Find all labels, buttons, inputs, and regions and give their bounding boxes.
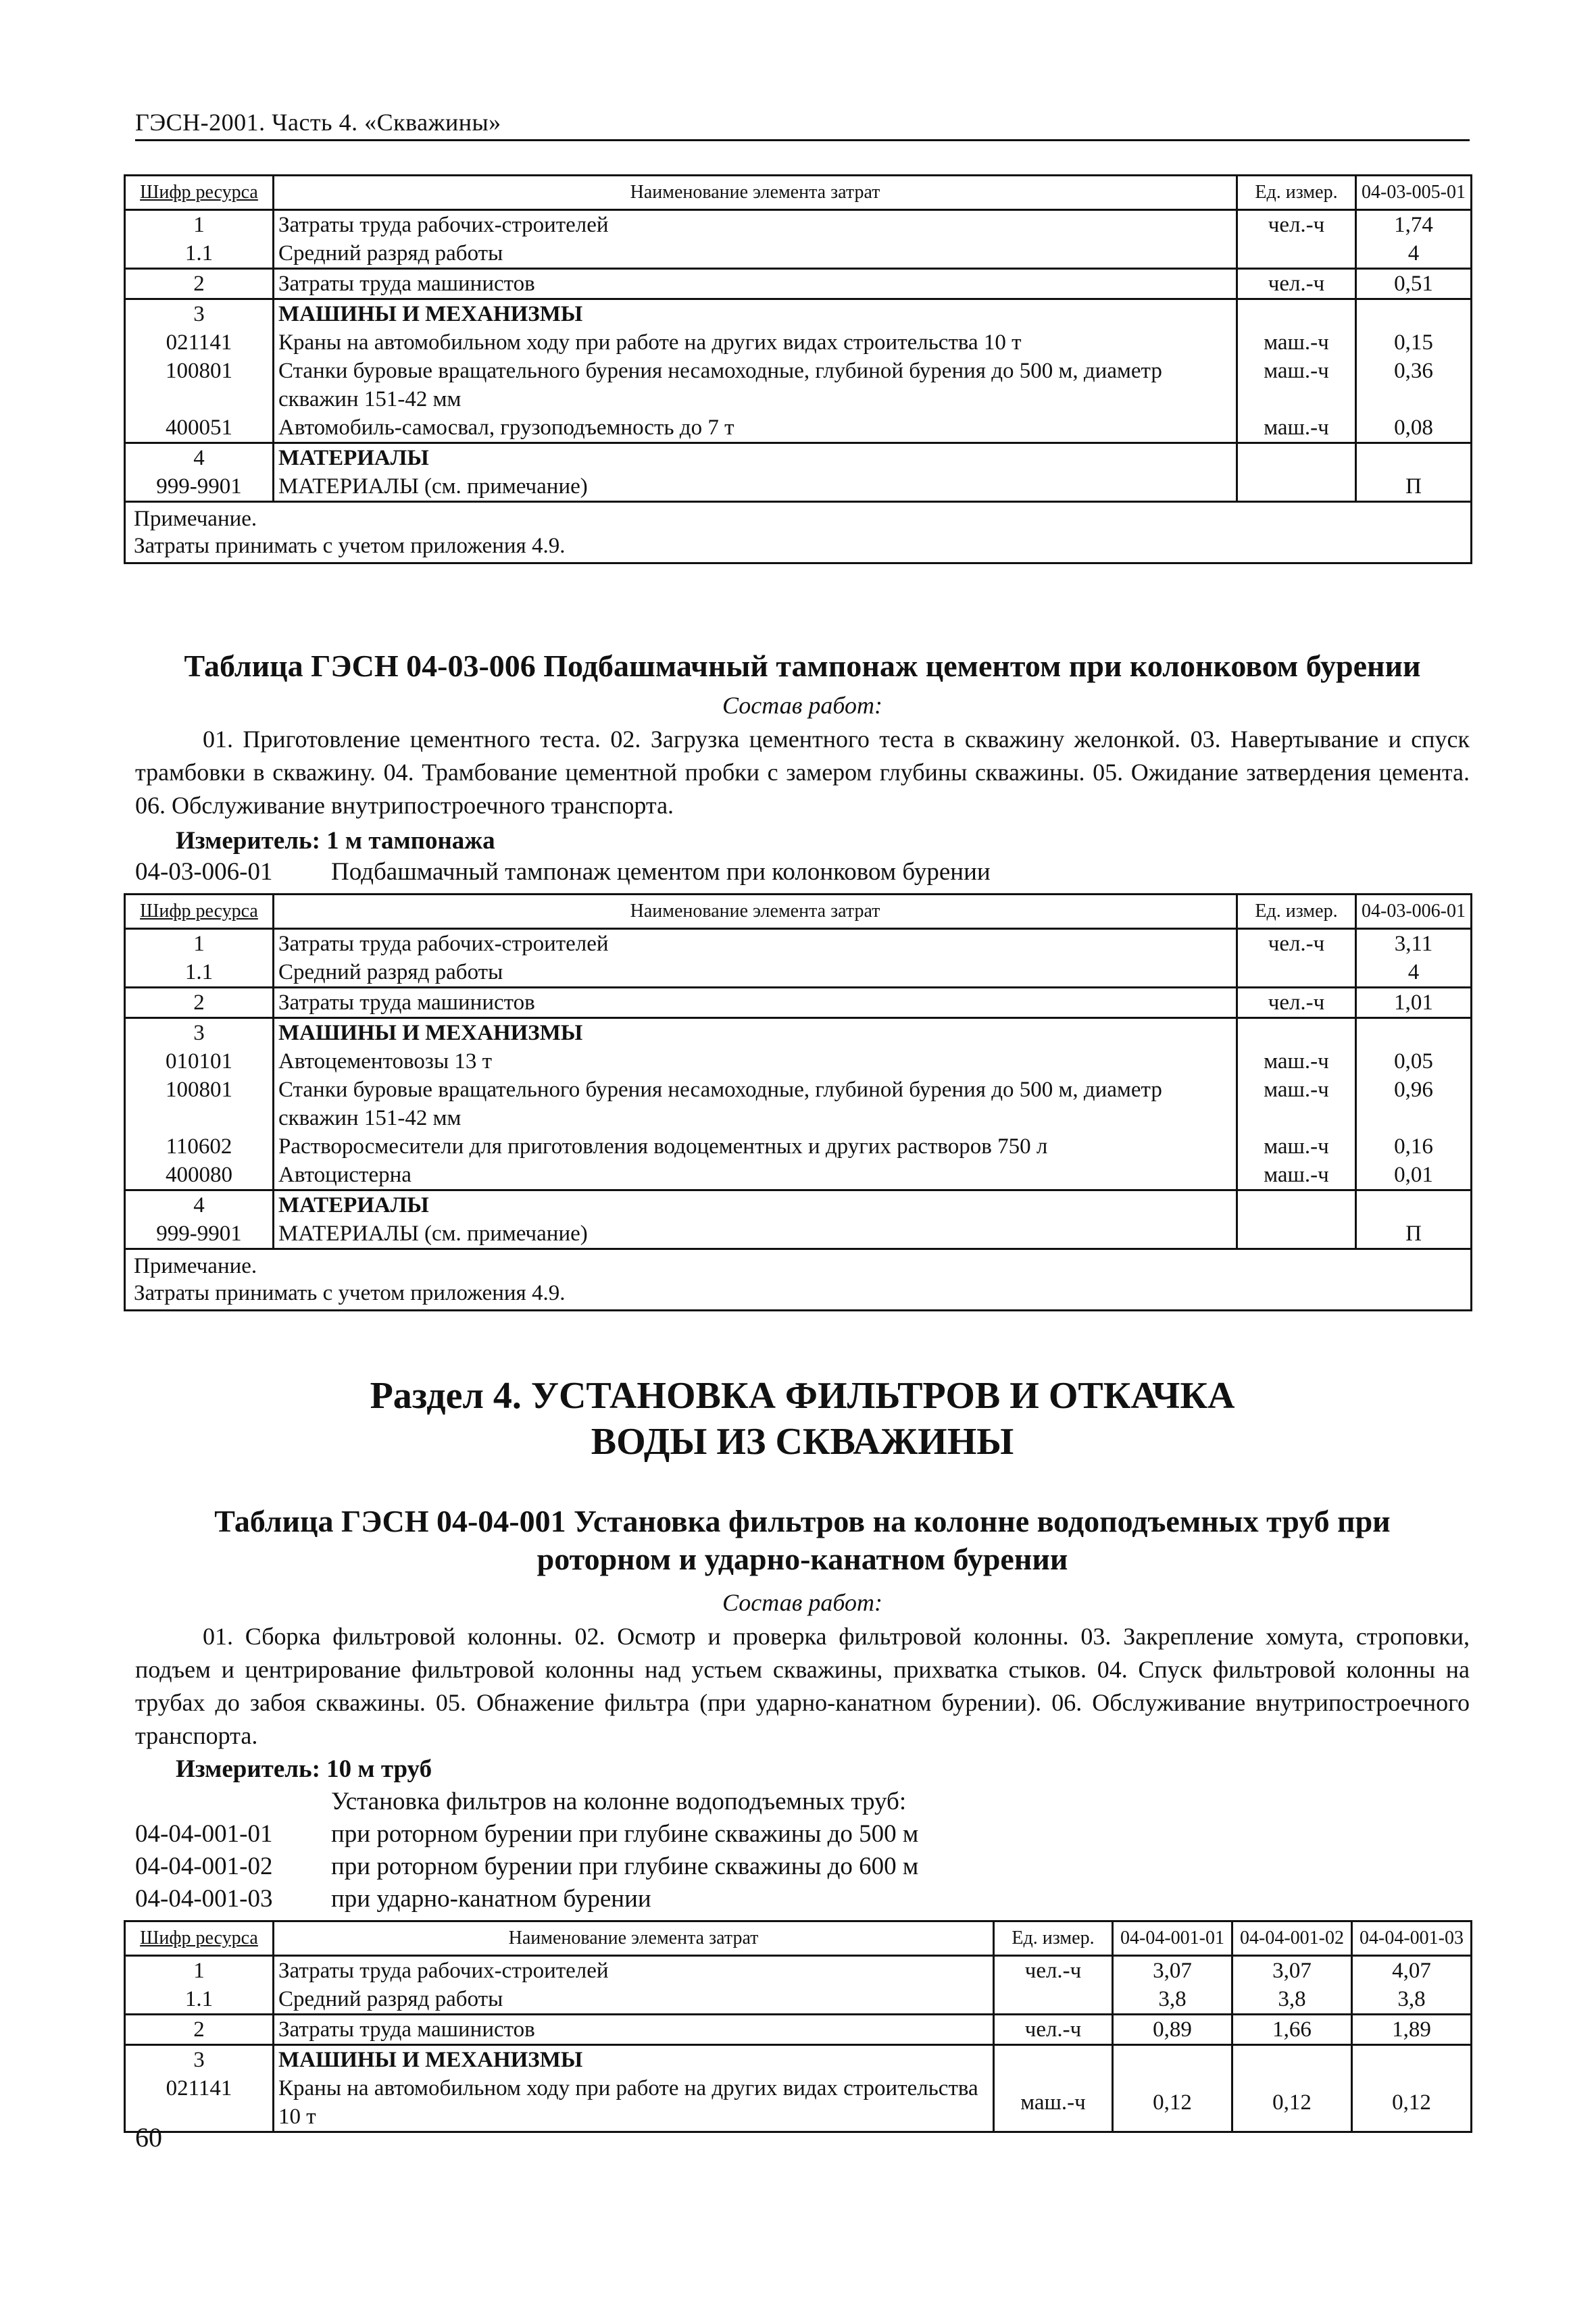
note-label: Примечание.	[134, 1254, 257, 1278]
row-value: 0,51	[1356, 269, 1472, 299]
row-code: 010101	[125, 1047, 274, 1076]
table-header-row	[125, 895, 1472, 929]
table-row	[125, 413, 1472, 443]
table-row	[125, 357, 1472, 413]
col-header-name: Наименование элемента затрат	[274, 176, 1237, 210]
row-value	[1352, 2045, 1472, 2075]
row-unit	[994, 2045, 1113, 2075]
col-header-code: Шифр ресурса	[125, 1921, 274, 1956]
row-code: 3	[125, 2045, 274, 2075]
table-note-row	[125, 502, 1472, 563]
row-name: Автомобиль-самосвал, грузоподъемность до 7 т	[274, 413, 1237, 443]
norm-code: 04-04-001-03	[135, 1885, 273, 1913]
table-row	[125, 269, 1472, 299]
row-value: 3,8	[1352, 1985, 1472, 2015]
row-unit: маш.-ч	[1237, 1076, 1356, 1132]
table-row	[125, 929, 1472, 959]
table-row	[125, 1985, 1472, 2015]
row-code: 3	[125, 1018, 274, 1048]
table-row	[125, 1018, 1472, 1048]
row-code: 110602	[125, 1132, 274, 1161]
row-unit	[1237, 239, 1356, 269]
row-unit	[1237, 443, 1356, 473]
row-value: 0,15	[1356, 328, 1472, 357]
row-name: Затраты труда машинистов	[274, 988, 1237, 1018]
row-name: Автоцементовозы 13 т	[274, 1047, 1237, 1076]
row-unit: маш.-ч	[1237, 1132, 1356, 1161]
table-header-row	[125, 176, 1472, 210]
row-value	[1356, 1018, 1472, 1048]
row-name: Средний разряд работы	[274, 239, 1237, 269]
row-name: Станки буровые вращательного бурения несамоходные, глубиной бурения до 500 м, диаметр скважин 151-42 мм	[274, 357, 1237, 413]
resource-table-04-04-001	[124, 1920, 1472, 2133]
row-name: Затраты труда машинистов	[274, 269, 1237, 299]
norm-name: при роторном бурении при глубине скважины до 600 м	[331, 1853, 919, 1880]
work-composition-label: Состав работ:	[722, 1589, 882, 1616]
norm-line	[135, 1884, 651, 1915]
row-name: Затраты труда рабочих-строителей	[274, 1956, 994, 1986]
row-code: 999-9901	[125, 1219, 274, 1249]
row-value: 3,8	[1232, 1985, 1352, 2015]
row-unit: чел.-ч	[1237, 988, 1356, 1018]
row-code: 2	[125, 988, 274, 1018]
norm-code: 04-04-001-02	[135, 1853, 273, 1880]
row-unit: чел.-ч	[994, 2015, 1113, 2045]
col-header-norm: 04-03-005-01	[1356, 176, 1472, 210]
norm-line	[135, 1819, 918, 1850]
row-unit	[994, 1985, 1113, 2015]
row-unit: чел.-ч	[1237, 210, 1356, 240]
row-value: 0,16	[1356, 1132, 1472, 1161]
table-row	[125, 443, 1472, 473]
table-row	[125, 1132, 1472, 1161]
row-code: 400051	[125, 413, 274, 443]
row-value	[1356, 443, 1472, 473]
table-row	[125, 1076, 1472, 1132]
table-row	[125, 988, 1472, 1018]
norm-group-caption: Установка фильтров на колонне водоподъемных труб:	[331, 1788, 907, 1815]
table-header-row	[125, 1921, 1472, 1956]
row-code: 021141	[125, 2074, 274, 2132]
row-value: 3,8	[1113, 1985, 1232, 2015]
row-unit: чел.-ч	[1237, 269, 1356, 299]
row-name: Растворосмесители для приготовления водоцементных и других растворов 750 л	[274, 1132, 1237, 1161]
table-row	[125, 1219, 1472, 1249]
row-unit: чел.-ч	[994, 1956, 1113, 1986]
row-value: 3,07	[1232, 1956, 1352, 1986]
row-value: 0,89	[1113, 2015, 1232, 2045]
row-section-name: МАШИНЫ И МЕХАНИЗМЫ	[274, 2045, 994, 2075]
row-unit	[1237, 1190, 1356, 1220]
row-value: 0,08	[1356, 413, 1472, 443]
row-code: 100801	[125, 357, 274, 413]
table-note	[125, 502, 1472, 563]
row-value: 0,12	[1352, 2074, 1472, 2132]
row-value: 0,12	[1232, 2074, 1352, 2132]
row-name: Автоцистерна	[274, 1161, 1237, 1190]
row-code: 3	[125, 299, 274, 329]
row-code: 1	[125, 929, 274, 959]
col-header-code: Шифр ресурса	[125, 895, 274, 929]
row-code: 1.1	[125, 239, 274, 269]
row-section-name: МАТЕРИАЛЫ	[274, 443, 1237, 473]
row-section-name: МАТЕРИАЛЫ	[274, 1190, 1237, 1220]
row-code: 1	[125, 210, 274, 240]
col-header-norm: 04-03-006-01	[1356, 895, 1472, 929]
row-code: 100801	[125, 1076, 274, 1132]
row-value: 0,01	[1356, 1161, 1472, 1190]
col-header-unit: Ед. измер.	[1237, 895, 1356, 929]
row-name: Краны на автомобильном ходу при работе на других видах строительства 10 т	[274, 328, 1237, 357]
row-name: МАТЕРИАЛЫ (см. примечание)	[274, 1219, 1237, 1249]
col-header-norm: 04-04-001-03	[1352, 1921, 1472, 1956]
row-name: Затраты труда машинистов	[274, 2015, 994, 2045]
table-row	[125, 2074, 1472, 2132]
row-name: Затраты труда рабочих-строителей	[274, 210, 1237, 240]
row-name: Средний разряд работы	[274, 1985, 994, 2015]
row-value	[1232, 2045, 1352, 2075]
note-text: Затраты принимать с учетом приложения 4.9.	[134, 1281, 566, 1305]
row-value	[1356, 1190, 1472, 1220]
row-unit: маш.-ч	[1237, 1047, 1356, 1076]
col-header-norm: 04-04-001-01	[1113, 1921, 1232, 1956]
col-header-code: Шифр ресурса	[125, 176, 274, 210]
row-unit: маш.-ч	[1237, 328, 1356, 357]
row-unit: маш.-ч	[994, 2074, 1113, 2132]
row-name: Затраты труда рабочих-строителей	[274, 929, 1237, 959]
row-section-name: МАШИНЫ И МЕХАНИЗМЫ	[274, 1018, 1237, 1048]
row-unit: чел.-ч	[1237, 929, 1356, 959]
work-composition-text: 01. Приготовление цементного теста. 02. Загрузка цементного теста в скважину желонкой. 03. Навертывание и спуск трамбовки в скважину. 04. Трамбование цементной пробки с замером глубины скважины. 05. Ожидание затвердения цемента. 06. Обслуживание внутрипостроечного транспорта.	[135, 726, 1470, 819]
norm-line	[135, 1851, 918, 1882]
row-code: 1.1	[125, 1985, 274, 2015]
row-value	[1356, 299, 1472, 329]
note-text: Затраты принимать с учетом приложения 4.9.	[134, 534, 566, 558]
row-code: 1.1	[125, 958, 274, 988]
row-code: 999-9901	[125, 472, 274, 502]
row-value: 0,05	[1356, 1047, 1472, 1076]
row-value: П	[1356, 472, 1472, 502]
row-unit	[1237, 958, 1356, 988]
norm-code: 04-03-006-01	[135, 858, 273, 886]
table-row	[125, 210, 1472, 240]
row-unit	[1237, 472, 1356, 502]
table-row	[125, 1190, 1472, 1220]
row-value: 3,07	[1113, 1956, 1232, 1986]
work-composition-label: Состав работ:	[722, 692, 882, 719]
row-code: 4	[125, 443, 274, 473]
row-code: 400080	[125, 1161, 274, 1190]
table-row	[125, 958, 1472, 988]
resource-table-04-03-006	[124, 893, 1472, 1311]
norm-line	[135, 857, 991, 888]
table-row	[125, 472, 1472, 502]
row-name: МАТЕРИАЛЫ (см. примечание)	[274, 472, 1237, 502]
measure-unit: Измеритель: 10 м труб	[176, 1755, 432, 1783]
row-value: П	[1356, 1219, 1472, 1249]
table-row	[125, 1047, 1472, 1076]
work-composition-text: 01. Сборка фильтровой колонны. 02. Осмотр и проверка фильтровой колонны. 03. Закрепление хомута, строповки, подъем и центрирование фильтровой колонны над устьем скважины, прихватка стыков. 04. Спуск фильтровой колонны на трубах до забоя скважины. 05. Обнажение фильтра (при ударно-канатном бурении). 06. Обслуживание внутрипостроечного транспорта.	[135, 1623, 1470, 1749]
row-name: Средний разряд работы	[274, 958, 1237, 988]
row-value: 1,01	[1356, 988, 1472, 1018]
header-rule	[135, 139, 1470, 141]
col-header-unit: Ед. измер.	[1237, 176, 1356, 210]
row-value: 1,66	[1232, 2015, 1352, 2045]
col-header-name: Наименование элемента затрат	[274, 1921, 994, 1956]
row-value: 0,36	[1356, 357, 1472, 413]
row-value: 1,74	[1356, 210, 1472, 240]
row-unit	[1237, 1219, 1356, 1249]
row-name: Станки буровые вращательного бурения несамоходные, глубиной бурения до 500 м, диаметр скважин 151-42 мм	[274, 1076, 1237, 1132]
norm-name: Подбашмачный тампонаж цементом при колонковом бурении	[331, 858, 991, 886]
row-unit	[1237, 1018, 1356, 1048]
row-value: 0,12	[1113, 2074, 1232, 2132]
table-row	[125, 1956, 1472, 1986]
norm-code: 04-04-001-01	[135, 1820, 273, 1848]
running-header: ГЭСН-2001. Часть 4. «Скважины»	[135, 109, 501, 136]
row-value	[1113, 2045, 1232, 2075]
table-note	[125, 1249, 1472, 1311]
col-header-norm: 04-04-001-02	[1232, 1921, 1352, 1956]
row-unit: маш.-ч	[1237, 1161, 1356, 1190]
row-name: Краны на автомобильном ходу при работе на других видах строительства 10 т	[274, 2074, 994, 2132]
table-row	[125, 299, 1472, 329]
table-row	[125, 239, 1472, 269]
row-value: 0,96	[1356, 1076, 1472, 1132]
col-header-name: Наименование элемента затрат	[274, 895, 1237, 929]
row-value: 4	[1356, 239, 1472, 269]
row-code: 4	[125, 1190, 274, 1220]
section-title: Раздел 4. УСТАНОВКА ФИЛЬТРОВ И ОТКАЧКА ВОДЫ ИЗ СКВАЖИНЫ	[370, 1375, 1235, 1463]
table-row	[125, 328, 1472, 357]
row-code: 2	[125, 2015, 274, 2045]
measure-unit: Измеритель: 1 м тампонажа	[176, 827, 495, 855]
row-code: 1	[125, 1956, 274, 1986]
note-label: Примечание.	[134, 507, 257, 531]
table-row	[125, 2045, 1472, 2075]
row-code: 021141	[125, 328, 274, 357]
row-unit: маш.-ч	[1237, 413, 1356, 443]
col-header-unit: Ед. измер.	[994, 1921, 1113, 1956]
norm-name: при роторном бурении при глубине скважины до 500 м	[331, 1820, 919, 1848]
norm-name: при ударно-канатном бурении	[331, 1885, 651, 1913]
row-unit	[1237, 299, 1356, 329]
table-title-04-04-001: Таблица ГЭСН 04-04-001 Установка фильтров на колонне водоподъемных труб при роторном и ударно-канатном бурении	[214, 1504, 1391, 1576]
table-row	[125, 1161, 1472, 1190]
row-code: 2	[125, 269, 274, 299]
table-title-04-03-006: Таблица ГЭСН 04-03-006 Подбашмачный тампонаж цементом при колонковом бурении	[184, 649, 1421, 683]
row-section-name: МАШИНЫ И МЕХАНИЗМЫ	[274, 299, 1237, 329]
row-unit: маш.-ч	[1237, 357, 1356, 413]
row-value: 4,07	[1352, 1956, 1472, 1986]
resource-table-04-03-005	[124, 174, 1472, 564]
row-value: 4	[1356, 958, 1472, 988]
page-number: 60	[135, 2122, 162, 2153]
row-value: 1,89	[1352, 2015, 1472, 2045]
table-row	[125, 2015, 1472, 2045]
table-note-row	[125, 1249, 1472, 1311]
row-value: 3,11	[1356, 929, 1472, 959]
